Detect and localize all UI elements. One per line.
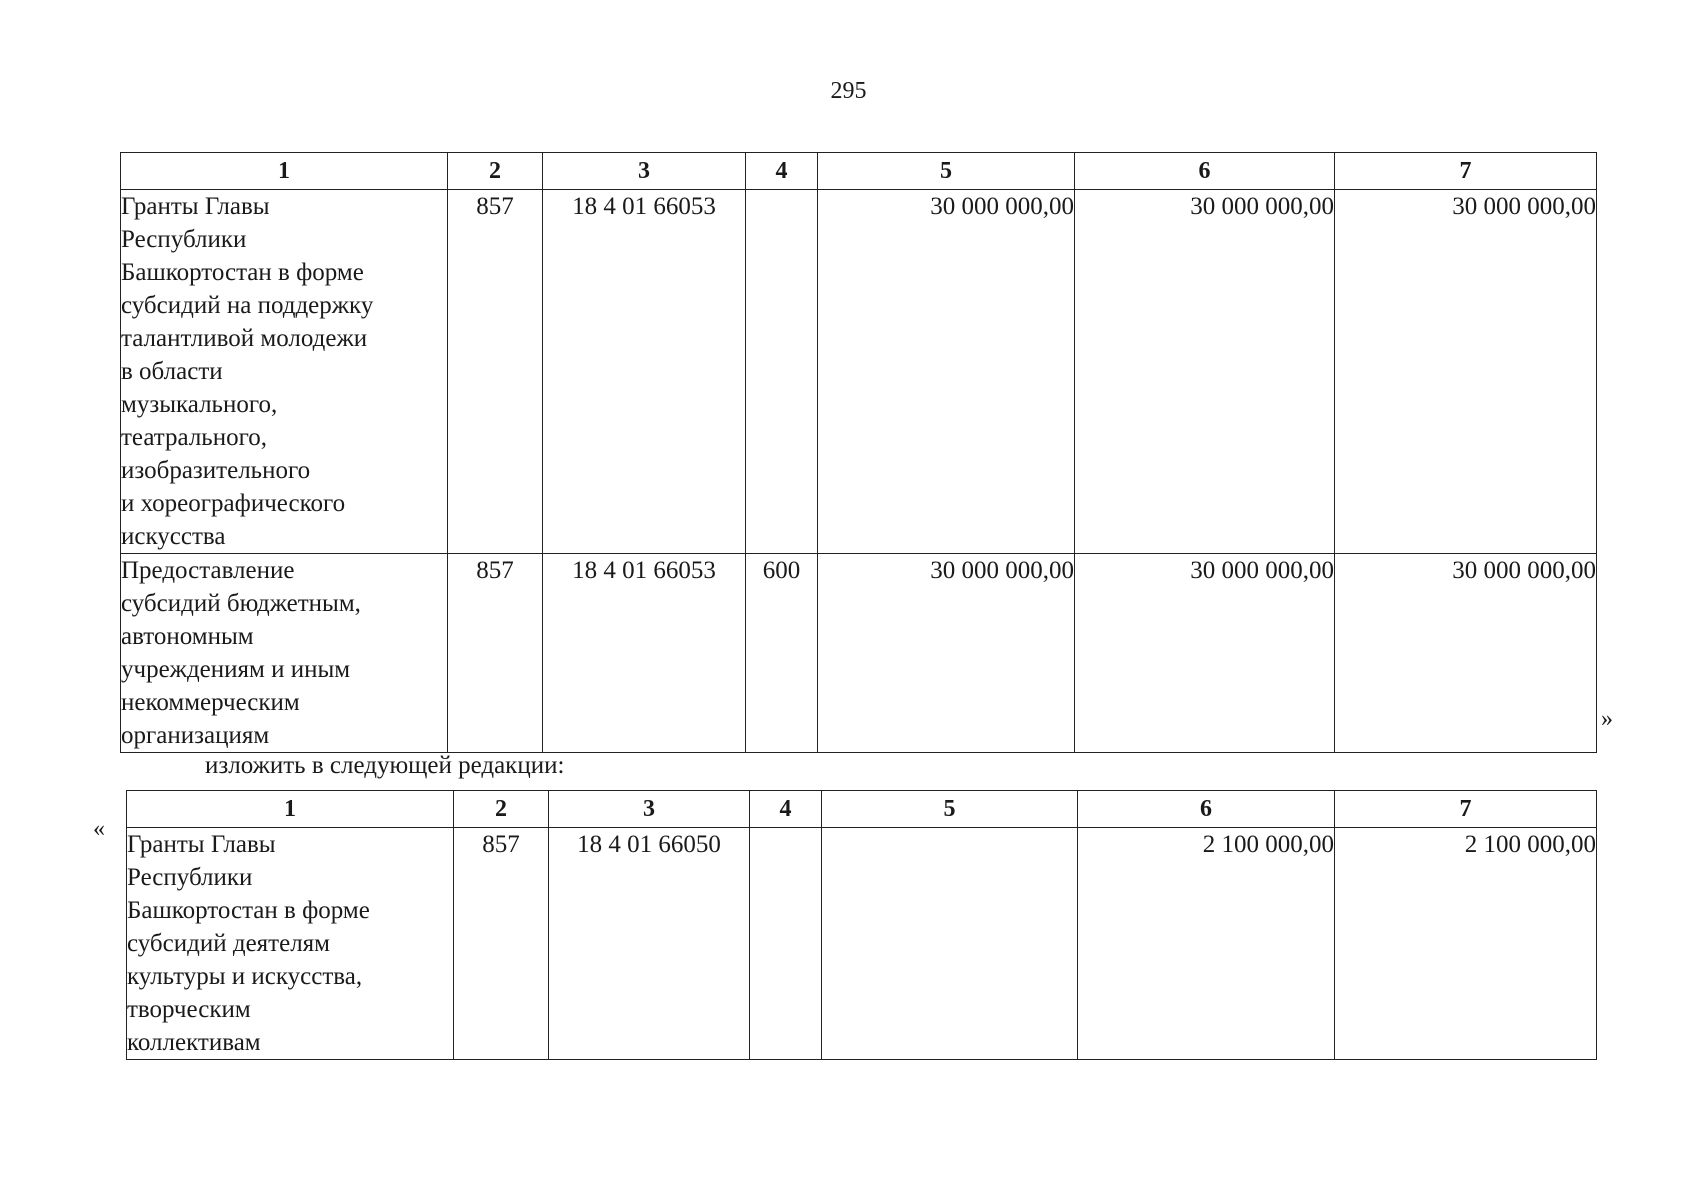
row-name-cell [121, 554, 448, 753]
row-name-line: Республики [127, 864, 253, 891]
col-header-3: 3 [543, 153, 746, 190]
expense-type-cell [746, 190, 818, 554]
row-name-cell [127, 828, 454, 1060]
target-article-cell: 18 4 01 66050 [549, 828, 750, 1060]
table-row [121, 190, 1597, 554]
row-name-line: театрального, [121, 424, 267, 451]
instruction-text: изложить в следующей редакции: [205, 752, 565, 779]
row-name-line: некоммерческим [121, 689, 300, 716]
col-header-5: 5 [818, 153, 1075, 190]
chapter-code-cell: 857 [454, 828, 549, 1060]
row-name-line: Республики [121, 226, 247, 253]
table-header-row [127, 791, 1597, 828]
row-name-line: талантливой молодежи [121, 325, 368, 352]
amount-col6-cell: 30 000 000,00 [1075, 554, 1335, 753]
budget-table-current [120, 152, 1597, 753]
col-header-1: 1 [121, 153, 448, 190]
opening-quote: « [93, 816, 105, 842]
page-number: 295 [830, 78, 867, 104]
amount-col5-cell: 30 000 000,00 [818, 190, 1075, 554]
target-article-cell: 18 4 01 66053 [543, 554, 746, 753]
row-name-line: организациям [121, 722, 270, 749]
amount-col6-cell: 2 100 000,00 [1078, 828, 1335, 1060]
row-name-line: субсидий деятелям [127, 930, 330, 957]
row-name-line: музыкального, [121, 391, 278, 418]
row-name-cell [121, 190, 448, 554]
col-header-6: 6 [1075, 153, 1335, 190]
row-name-line: творческим [127, 996, 251, 1023]
col-header-1: 1 [127, 791, 454, 828]
amount-col7-cell: 30 000 000,00 [1335, 190, 1597, 554]
amount-col5-cell: 30 000 000,00 [818, 554, 1075, 753]
col-header-4: 4 [750, 791, 822, 828]
row-name-line: учреждениям и иным [121, 656, 351, 683]
row-name-line: изобразительного [121, 457, 311, 484]
row-name-line: искусства [121, 523, 226, 550]
chapter-code-cell: 857 [448, 554, 543, 753]
row-name-line: и хореографического [121, 490, 346, 517]
col-header-2: 2 [454, 791, 549, 828]
row-name-line: Гранты Главы [121, 193, 270, 220]
amount-col7-cell: 30 000 000,00 [1335, 554, 1597, 753]
row-name-line: Башкортостан в форме [127, 897, 370, 924]
row-name-line: автономным [121, 623, 254, 650]
col-header-2: 2 [448, 153, 543, 190]
col-header-5: 5 [822, 791, 1078, 828]
table-row [121, 554, 1597, 753]
col-header-7: 7 [1335, 791, 1597, 828]
row-name-line: Предоставление [121, 557, 295, 584]
amount-col7-cell: 2 100 000,00 [1335, 828, 1597, 1060]
amount-col6-cell: 30 000 000,00 [1075, 190, 1335, 554]
budget-table-revised [126, 790, 1597, 1060]
expense-type-cell: 600 [746, 554, 818, 753]
row-name-line: Башкортостан в форме [121, 259, 364, 286]
table-header-row [121, 153, 1597, 190]
col-header-7: 7 [1335, 153, 1597, 190]
col-header-6: 6 [1078, 791, 1335, 828]
row-name-line: в области [121, 358, 223, 385]
target-article-cell: 18 4 01 66053 [543, 190, 746, 554]
closing-quote: » [1601, 706, 1613, 732]
col-header-4: 4 [746, 153, 818, 190]
row-name-line: субсидий на поддержку [121, 292, 374, 319]
row-name-line: Гранты Главы [127, 831, 276, 858]
row-name-line: культуры и искусства, [127, 963, 363, 990]
table-row [127, 828, 1597, 1060]
col-header-3: 3 [549, 791, 750, 828]
amount-col5-cell [822, 828, 1078, 1060]
expense-type-cell [750, 828, 822, 1060]
chapter-code-cell: 857 [448, 190, 543, 554]
row-name-line: субсидий бюджетным, [121, 590, 361, 617]
row-name-line: коллективам [127, 1029, 261, 1056]
